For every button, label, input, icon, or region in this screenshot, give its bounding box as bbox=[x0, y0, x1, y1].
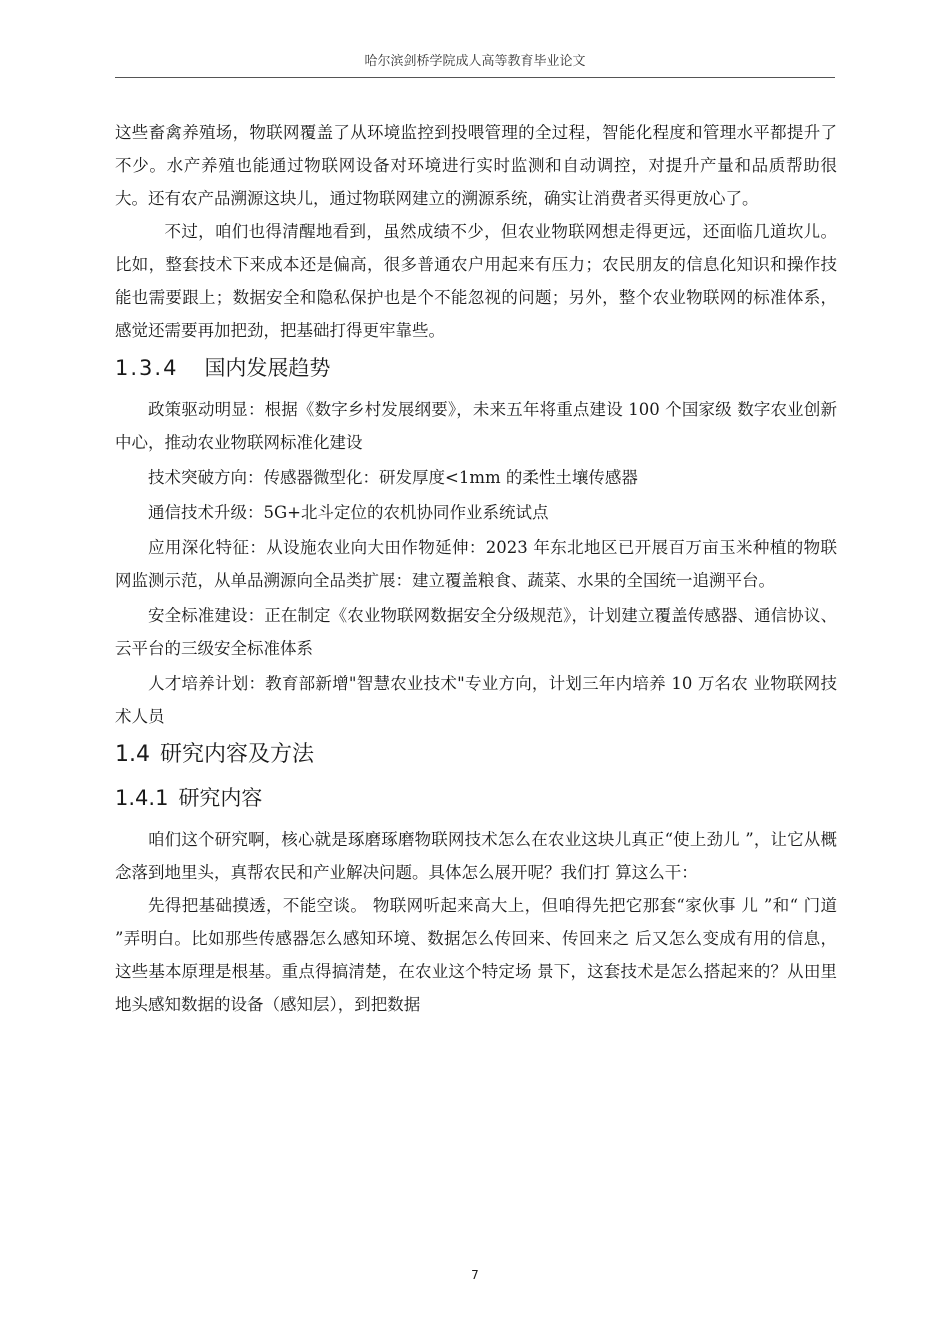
section-number: 1.3.4 bbox=[115, 356, 179, 380]
section-number: 1.4 bbox=[115, 742, 150, 767]
header-rule bbox=[115, 77, 835, 78]
body-paragraph: 咱们这个研究啊，核心就是琢磨琢磨物联网技术怎么在农业这块儿真正“使上劲儿 ”，让它从概念落到地里头，真帮农民和产业解决问题。具体怎么展开呢？我们打 算这么干： bbox=[115, 830, 837, 882]
section-heading-1-4 bbox=[115, 735, 837, 775]
section-heading-1-3-4 bbox=[115, 349, 837, 387]
section-title: 研究内容及方法 bbox=[160, 742, 315, 767]
trend-item: 政策驱动明显：根据《数字乡村发展纲要》，未来五年将重点建设 100 个国家级 数字农业创新中心，推动农业物联网标准化建设 bbox=[115, 400, 837, 452]
trend-item: 人才培养计划：教育部新增"智慧农业技术"专业方向，计划三年内培养 10 万名农 业物联网技术人员 bbox=[115, 674, 837, 726]
section-heading-1-4-1 bbox=[115, 779, 837, 817]
page-body bbox=[115, 116, 837, 1021]
section-title: 国内发展趋势 bbox=[204, 356, 331, 380]
section-number: 1.4.1 bbox=[115, 786, 169, 810]
trend-item: 应用深化特征：从设施农业向大田作物延伸：2023 年东北地区已开展百万亩玉米种植的物联网监测示范，从单品溯源向全品类扩展：建立覆盖粮食、蔬菜、水果的全国统一追溯平台。 bbox=[115, 538, 837, 590]
body-paragraph: 这些畜禽养殖场，物联网覆盖了从环境监控到投喂管理的全过程，智能化程度和管理水平都提升了不少。水产养殖也能通过物联网设备对环境进行实时监测和自动调控，对提升产量和品质帮助很大。还有农产品溯源这块儿，通过物联网建立的溯源系统，确实让消费者买得更放心了。 bbox=[115, 123, 837, 208]
section-title: 研究内容 bbox=[178, 786, 263, 810]
trend-item: 安全标准建设：正在制定《农业物联网数据安全分级规范》，计划建立覆盖传感器、通信协议、云平台的三级安全标准体系 bbox=[115, 606, 837, 658]
running-header: 哈尔滨剑桥学院成人高等教育毕业论文 bbox=[364, 54, 586, 69]
page-number: 7 bbox=[471, 1268, 479, 1282]
body-paragraph: 先得把基础摸透，不能空谈。 物联网听起来高大上，但咱得先把它那套“家伙事 儿 ”和“ 门道 ”弄明白。比如那些传感器怎么感知环境、数据怎么传回来、传回来之 后又怎么变成有用的信息，这些基本原理是根基。重点得搞清楚，在农业这个特定场 景下，这套技术是怎么搭起来的？从田里地头感知数据的设备（感知层），到把数据 bbox=[115, 896, 837, 1014]
trend-item: 通信技术升级：5G+北斗定位的农机协同作业系统试点 bbox=[148, 503, 549, 522]
body-paragraph: 不过，咱们也得清醒地看到，虽然成绩不少，但农业物联网想走得更远，还面临几道坎儿。比如，整套技术下来成本还是偏高，很多普通农户用起来有压力；农民朋友的信息化知识和操作技能也需要跟上；数据安全和隐私保护也是个不能忽视的问题；另外，整个农业物联网的标准体系，感觉还需要再加把劲，把基础打得更牢靠些。 bbox=[115, 222, 837, 340]
trend-item: 技术突破方向：传感器微型化：研发厚度<1mm 的柔性土壤传感器 bbox=[148, 468, 638, 487]
